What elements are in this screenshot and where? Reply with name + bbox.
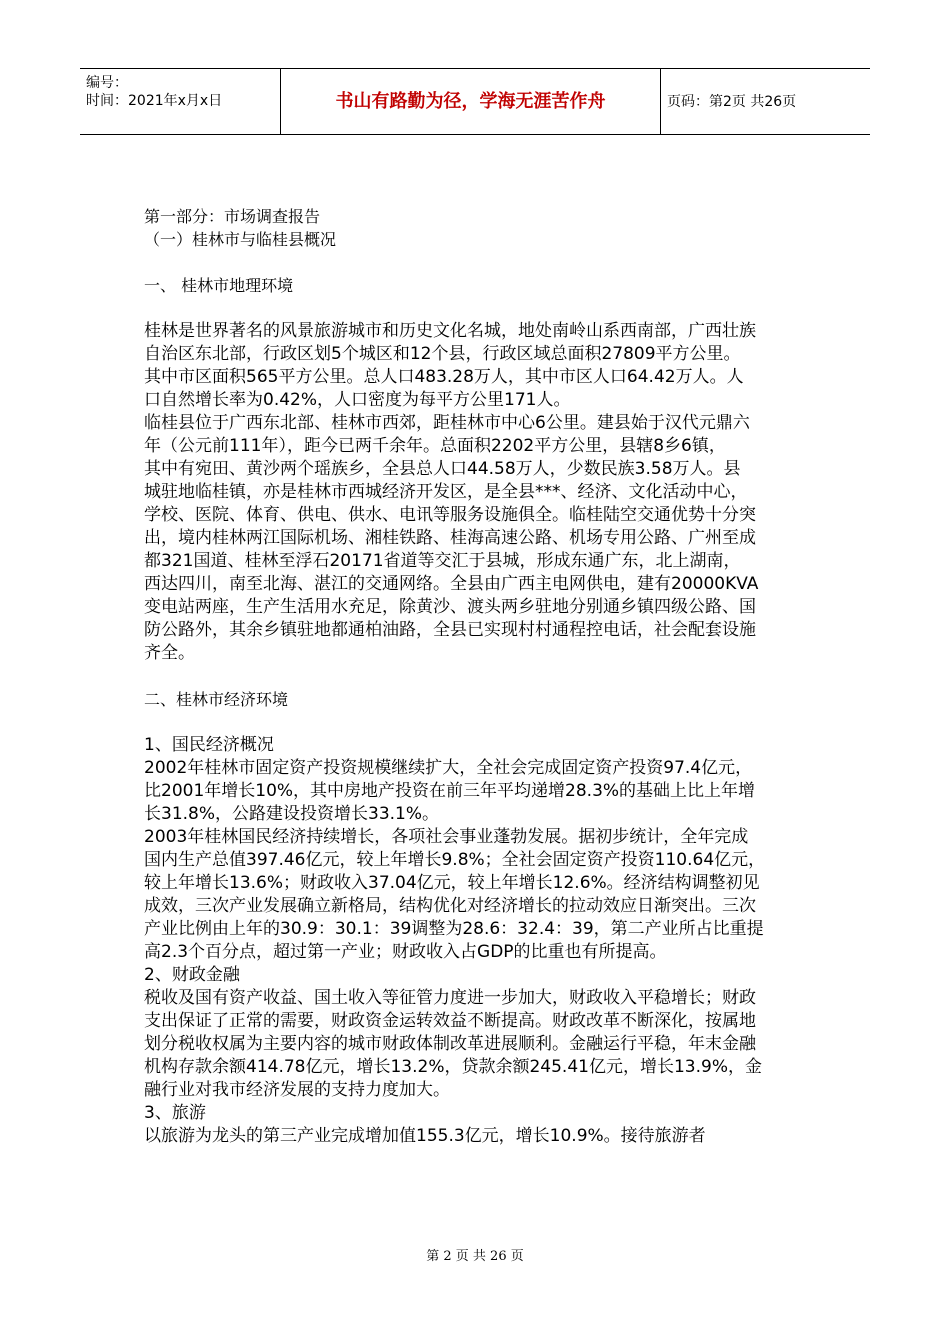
text-line: 2、财政金融: [144, 965, 240, 985]
text-line: 长31.8%，公路建设投资增长33.1%。: [144, 804, 440, 824]
text-line: 成效，三次产业发展确立新格局，结构优化对经济增长的拉动效应日渐突出。三次: [144, 896, 756, 916]
text-line: 城驻地临桂镇，亦是桂林市西城经济开发区，是全县***、经济、文化活动中心，: [144, 482, 748, 502]
blank-line: [144, 251, 809, 274]
paragraph: [144, 734, 809, 1148]
document-body: [144, 205, 809, 1148]
section-heading: [144, 688, 809, 711]
text-line: 产业比例由上年的30.9：30.1：39调整为28.6：32.4：39，第二产业所占比重提: [144, 919, 764, 939]
header-page-info: 页码：第2页 共26页: [667, 94, 797, 110]
text-line: 自治区东北部，行政区划5个城区和12个县，行政区域总面积27809平方公里。: [144, 344, 741, 364]
text-line: 其中有宛田、黄沙两个瑶族乡，全县总人口44.58万人，少数民族3.58万人。县: [144, 459, 741, 479]
text-line: 国内生产总值397.46亿元，较上年增长9.8%；全社会固定资产投资110.64亿元，: [144, 850, 766, 870]
blank-line: [144, 665, 809, 688]
header-meta-cell: [80, 69, 281, 134]
text-line: 2002年桂林市固定资产投资规模继续扩大，全社会完成固定资产投资97.4亿元，: [144, 758, 753, 778]
text-line: 口自然增长率为0.42%，人口密度为每平方公里171人。: [144, 390, 571, 410]
header-code-label: 编号：: [86, 75, 128, 91]
header-time-label: 时间：2021年x月x日: [86, 93, 223, 109]
header-motto: 书山有路勤为径，学海无涯苦作舟: [335, 91, 606, 112]
text-line: 西达四川，南至北海、湛江的交通网络。全县由广西主电网供电，建有20000KVA: [144, 574, 759, 594]
text-line: 3、旅游: [144, 1103, 206, 1123]
paragraph: [144, 320, 809, 665]
text-line: 防公路外，其余乡镇驻地都通柏油路，全县已实现村村通程控电话，社会配套设施: [144, 620, 756, 640]
header-page-cell: [661, 69, 870, 134]
text-line: 出，境内桂林两江国际机场、湘桂铁路、桂海高速公路、机场专用公路、广州至成: [144, 528, 756, 548]
blank-line: [144, 297, 809, 320]
text-line: 桂林是世界著名的风景旅游城市和历史文化名城，地处南岭山系西南部，广西壮族: [144, 321, 756, 341]
text-line: 比2001年增长10%，其中房地产投资在前三年平均递增28.3%的基础上比上年增: [144, 781, 756, 801]
text-line: 支出保证了正常的需要，财政资金运转效益不断提高。财政改革不断深化，按属地: [144, 1011, 756, 1031]
page-footer: 第 2 页 共 26 页: [426, 1249, 524, 1264]
text-line: 变电站两座，生产生活用水充足，除黄沙、渡头两乡驻地分别通乡镇四级公路、国: [144, 597, 756, 617]
section-heading: [144, 205, 809, 251]
heading-line: （一）桂林市与临桂县概况: [144, 230, 337, 249]
heading-line: 二、桂林市经济环境: [144, 690, 289, 709]
blank-line: [144, 711, 809, 734]
heading-line: 一、 桂林市地理环境: [144, 276, 294, 295]
text-line: 都321国道、桂林至浮石20171省道等交汇于县城，形成东通广东，北上湖南，: [144, 551, 741, 571]
section-heading: [144, 274, 809, 297]
text-line: 齐全。: [144, 643, 195, 663]
text-line: 年（公元前111年），距今已两千余年。总面积2202平方公里，县辖8乡6镇，: [144, 436, 726, 456]
heading-line: 第一部分：市场调查报告: [144, 207, 321, 226]
text-line: 临桂县位于广西东北部、桂林市西郊，距桂林市中心6公里。建县始于汉代元鼎六: [144, 413, 750, 433]
text-line: 2003年桂林国民经济持续增长，各项社会事业蓬勃发展。据初步统计，全年完成: [144, 827, 749, 847]
text-line: 其中市区面积565平方公里。总人口483.28万人，其中市区人口64.42万人。人: [144, 367, 744, 387]
text-line: 1、国民经济概况: [144, 735, 274, 755]
header-motto-cell: [281, 69, 661, 134]
text-line: 机构存款余额414.78亿元，增长13.2%，贷款余额245.41亿元，增长13.9%，金: [144, 1057, 762, 1077]
text-line: 以旅游为龙头的第三产业完成增加值155.3亿元，增长10.9%。接待旅游者: [144, 1126, 706, 1146]
text-line: 学校、医院、体育、供电、供水、电讯等服务设施俱全。临桂陆空交通优势十分突: [144, 505, 756, 525]
text-line: 税收及国有资产收益、国土收入等征管力度进一步加大，财政收入平稳增长；财政: [144, 988, 756, 1008]
text-line: 融行业对我市经济发展的支持力度加大。: [144, 1080, 450, 1100]
text-line: 高2.3个百分点，超过第一产业；财政收入占GDP的比重也有所提高。: [144, 942, 667, 962]
text-line: 划分税收权属为主要内容的城市财政体制改革进展顺利。金融运行平稳，年末金融: [144, 1034, 756, 1054]
page-header: [80, 68, 870, 135]
text-line: 较上年增长13.6%；财政收入37.04亿元，较上年增长12.6%。经济结构调整初见: [144, 873, 760, 893]
